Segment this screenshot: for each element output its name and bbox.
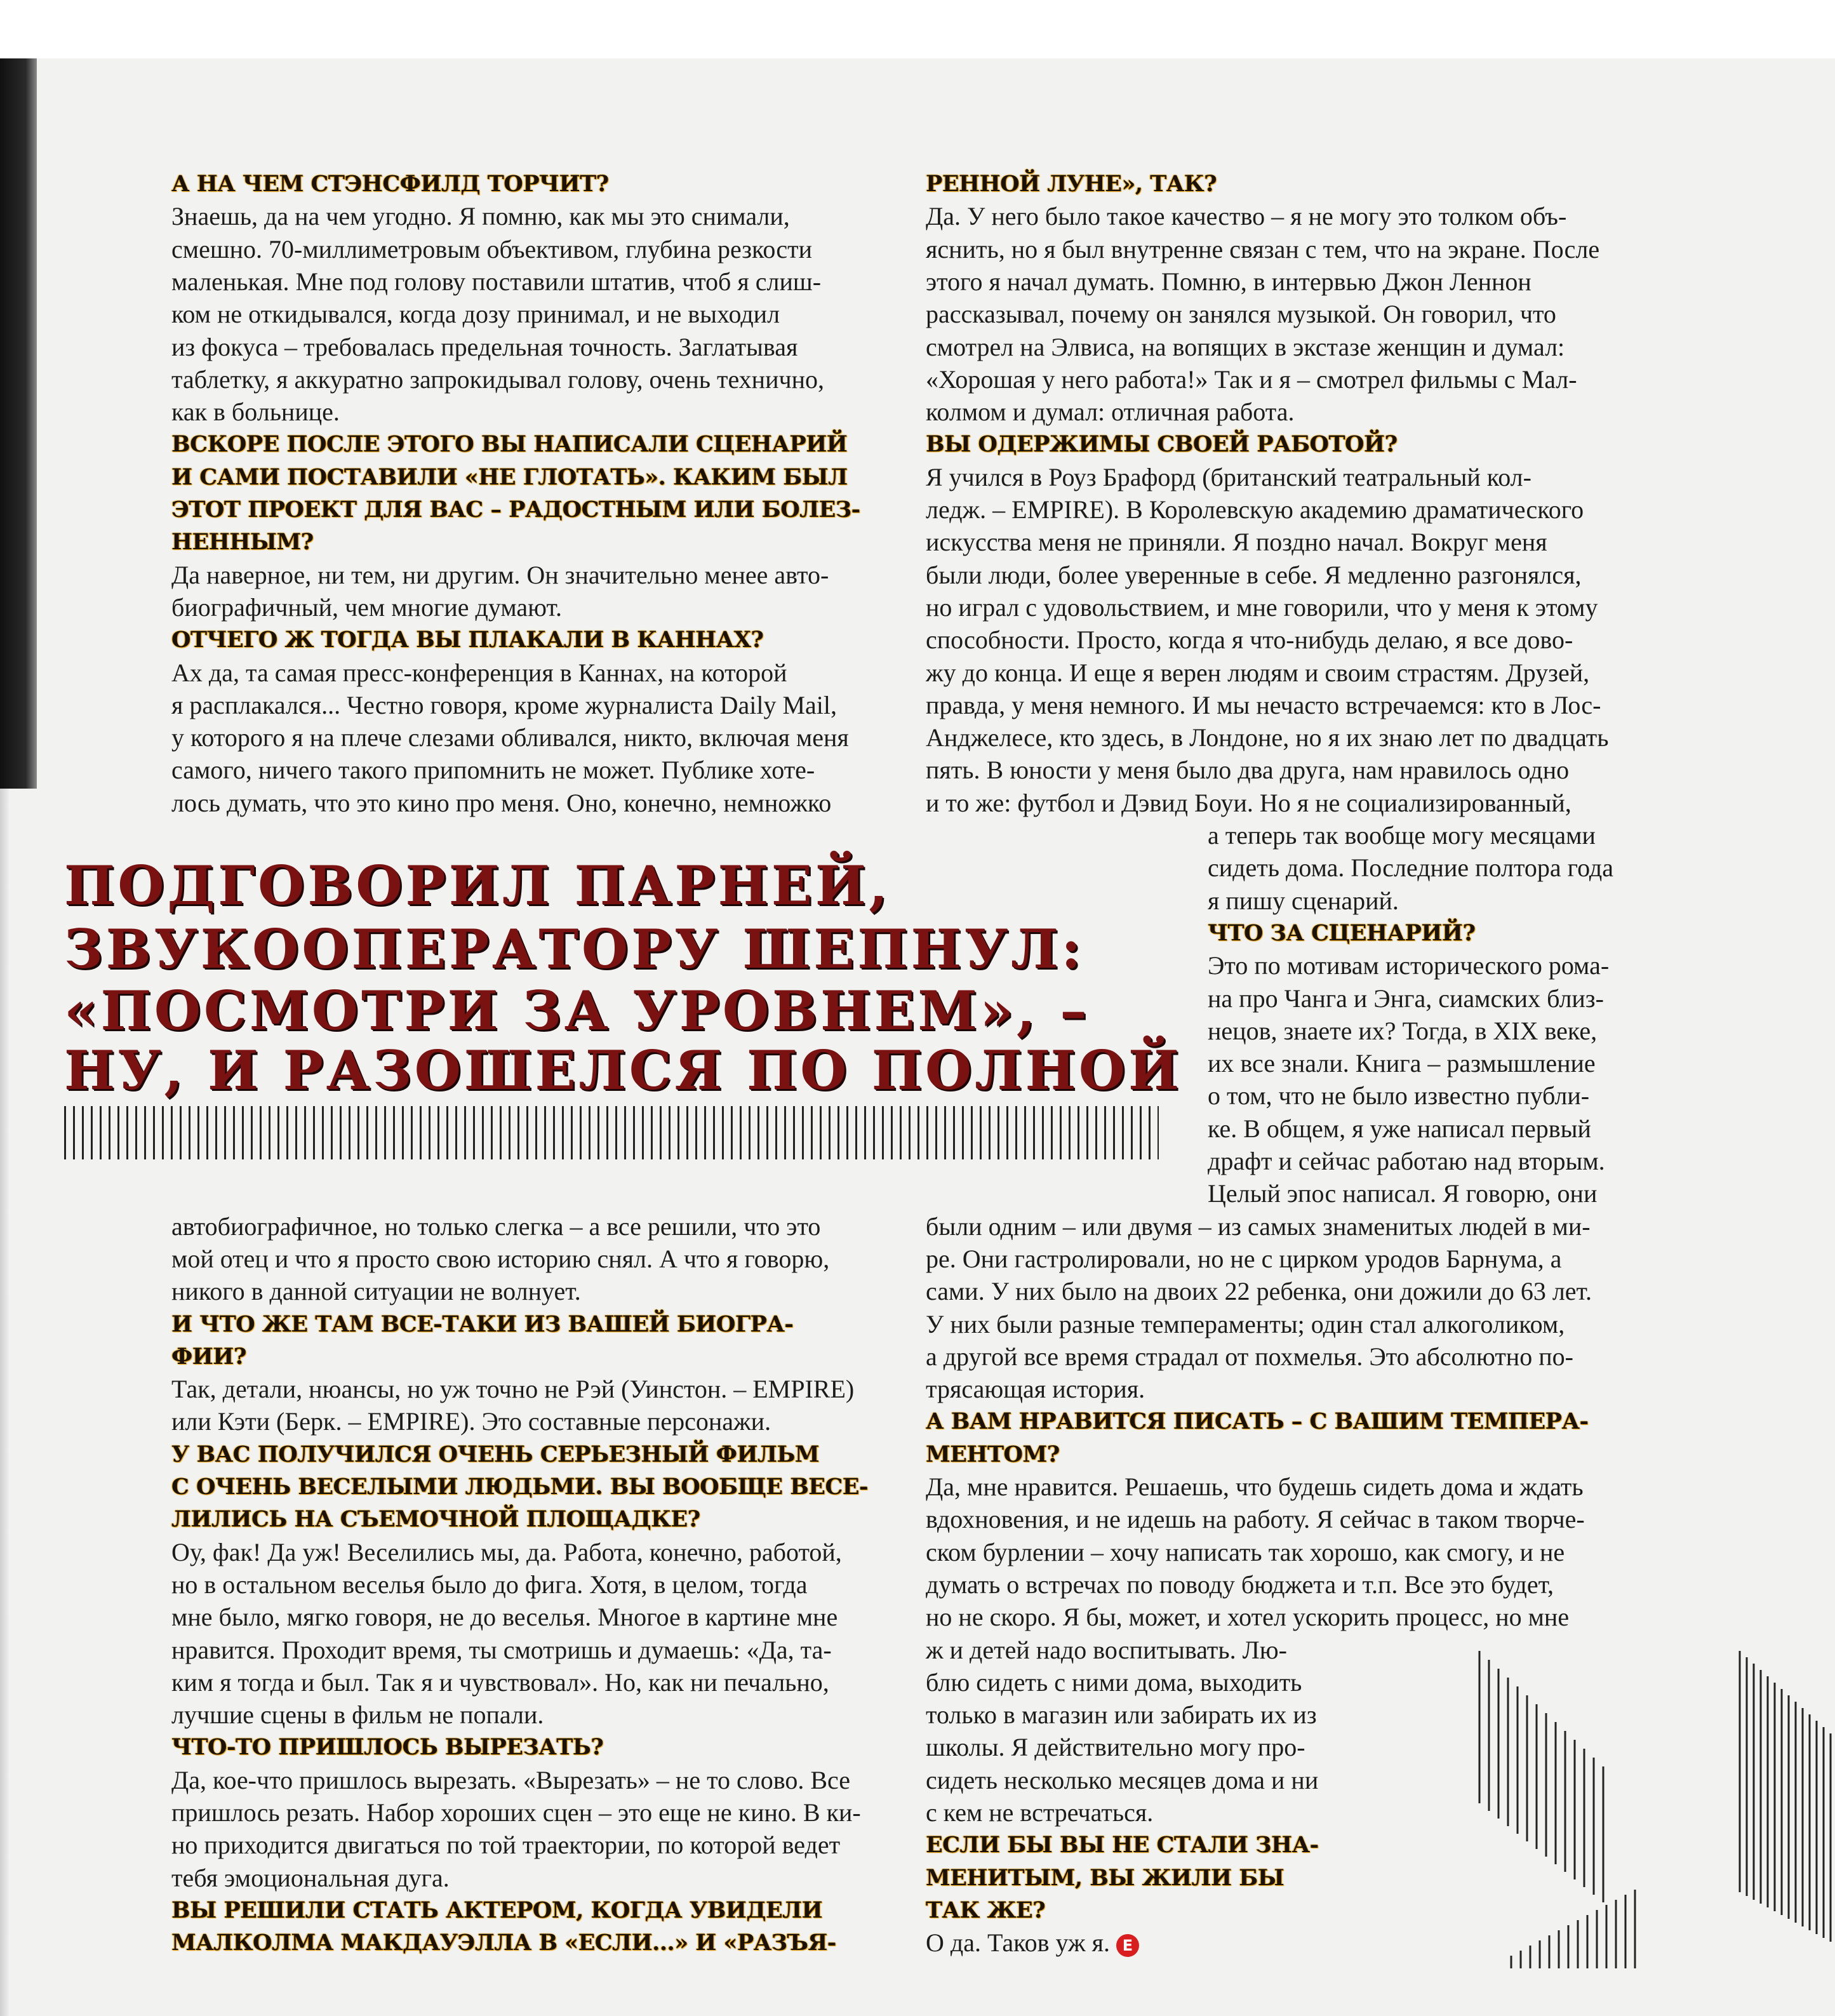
- answer-line: [171, 1666, 829, 1699]
- line-text: правда, у меня немного. И мы нечасто встречаемся: кто в Лос-: [926, 690, 1601, 719]
- answer-line: [171, 1601, 837, 1633]
- line-text: автобиографичное, но только слегка – а все решили, что это: [171, 1212, 821, 1241]
- line-text: Ах да, та самая пресс-конференция в Каннах, на которой: [171, 658, 787, 687]
- line-text: или Кэти (Берк. – EMPIRE). Это составные персонажи.: [171, 1407, 771, 1436]
- line-text: с кем не встречаться.: [926, 1798, 1154, 1827]
- line-text: мне было, мягко говоря, не до веселья. Многое в картине мне: [171, 1603, 838, 1632]
- pull-quote-line: НУ, И РАЗОШЕЛСЯ ПО ПОЛНОЙ: [64, 1039, 1182, 1102]
- line-text: их все знали. Книга – размышление: [1208, 1049, 1596, 1078]
- question-line: [171, 526, 314, 558]
- question-line: [926, 1438, 1060, 1471]
- answer-line: [926, 493, 1584, 526]
- line-text: жу до конца. И еще я верен людям и своим страстям. Друзей,: [926, 658, 1590, 687]
- answer-line: [171, 331, 797, 363]
- line-text: Да. У него было такое качество – я не могу это толком объ-: [926, 202, 1567, 231]
- line-text: МАЛКОЛМА МАКДАУЭЛЛА В «ЕСЛИ...» И «РАЗЪЯ-: [171, 1930, 836, 1956]
- pull-quote-line: ЗВУКООПЕРАТОРУ ШЕПНУЛ:: [64, 918, 1084, 980]
- answer-line: [171, 1634, 832, 1666]
- scan-margin-top: [0, 0, 1835, 58]
- decorative-chevron-stripes: [1473, 1651, 1835, 1968]
- line-text: вдохновения, и не идешь на работу. Я сейчас в таком творче-: [926, 1505, 1585, 1534]
- line-text: С ОЧЕНЬ ВЕСЕЛЫМИ ЛЮДЬМИ. ВЫ ВООБЩЕ ВЕСЕ-: [171, 1474, 869, 1500]
- answer-line: [171, 1764, 850, 1796]
- answer-line: [171, 1829, 840, 1861]
- page-edge-shadow: [0, 789, 9, 2016]
- line-text: но играл с удовольствием, и мне говорили, что у меня к этому: [926, 592, 1598, 622]
- line-text: были люди, более уверенные в себе. Я медленно разгонялся,: [926, 560, 1582, 589]
- answer-line: [926, 559, 1582, 591]
- pull-quote-line: «ПОСМОТРИ ЗА УРОВНЕМ», –: [64, 979, 1090, 1042]
- line-text: А ВАМ НРАВИТСЯ ПИСАТЬ – С ВАШИМ ТЕМПЕРА-: [926, 1408, 1589, 1435]
- line-text: ЧТО-ТО ПРИШЛОСЬ ВЫРЕЗАТЬ?: [171, 1734, 604, 1761]
- answer-line: [171, 1568, 808, 1601]
- answer-line: [926, 1308, 1565, 1340]
- line-text: ким я тогда и был. Так я и чувствовал». Но, как ни печально,: [171, 1667, 829, 1697]
- question-line: [926, 1894, 1045, 1926]
- line-text: смотрел на Элвиса, на вопящих в экстазе женщин и думал:: [926, 332, 1565, 361]
- answer-line: [1208, 949, 1609, 982]
- answer-line: [926, 591, 1598, 624]
- line-text: как в больнице.: [171, 397, 340, 427]
- scan-edge-left: [0, 58, 37, 789]
- line-text: Так, детали, нюансы, но уж точно не Рэй (Уинстон. – EMPIRE): [171, 1375, 855, 1404]
- line-text: ЛИЛИСЬ НА СЪЕМОЧНОЙ ПЛОЩАДКЕ?: [171, 1506, 700, 1533]
- line-text: но в остальном веселья было до фига. Хотя, в целом, тогда: [171, 1570, 808, 1599]
- line-text: способности. Просто, когда я что-нибудь делаю, я все дово-: [926, 625, 1573, 655]
- answer-line: [1208, 885, 1399, 917]
- line-text: ском бурлении – хочу написать так хорошо, как смогу, и не: [926, 1537, 1565, 1566]
- answer-line: [171, 1243, 829, 1275]
- answer-line: [926, 1666, 1302, 1699]
- line-text: Анджелесе, кто здесь, в Лондоне, но я их знаю лет по двадцать: [926, 723, 1609, 752]
- line-text: нравится. Проходит время, ты смотришь и думаешь: «Да, та-: [171, 1635, 832, 1664]
- line-text: но не скоро. Я бы, может, и хотел ускорить процесс, но мне: [926, 1603, 1570, 1632]
- line-text: и то же: футбол и Дэвид Боуи. Но я не социализированный,: [926, 788, 1571, 817]
- line-text: МЕНИТЫМ, ВЫ ЖИЛИ БЫ: [926, 1864, 1284, 1891]
- line-text: мой отец и что я просто свою историю снял. А что я говорю,: [171, 1244, 830, 1273]
- line-text: О да. Таков уж я.: [926, 1928, 1110, 1958]
- answer-line: [1208, 1047, 1596, 1079]
- line-text: ОТЧЕГО Ж ТОГДА ВЫ ПЛАКАЛИ В КАННАХ?: [171, 627, 764, 653]
- line-text: драфт и сейчас работаю над вторым.: [1208, 1147, 1605, 1175]
- line-text: на про Чанга и Энга, сиамских близ-: [1208, 984, 1604, 1013]
- line-text: ком не откидывался, когда дозу принимал, и не выходил: [171, 300, 780, 329]
- line-text: Оу, фак! Да уж! Веселились мы, да. Работа, конечно, работой,: [171, 1537, 842, 1566]
- question-line: [171, 1438, 819, 1471]
- question-line: [171, 1471, 868, 1503]
- pull-quote-line: ПОДГОВОРИЛ ПАРНЕЙ,: [64, 854, 891, 917]
- answer-line: [1208, 819, 1596, 851]
- line-text: Да, мне нравится. Решаешь, что будешь сидеть дома и ждать: [926, 1472, 1584, 1501]
- answer-line: [926, 1471, 1584, 1503]
- line-text: пришлось резать. Набор хороших сцен – это еще не кино. В ки-: [171, 1798, 861, 1827]
- line-text: яснить, но я был внутренне связан с тем, что на экране. После: [926, 234, 1600, 264]
- answer-line: [171, 1210, 820, 1243]
- answer-line: [171, 396, 340, 428]
- line-text: я пишу сценарий.: [1208, 886, 1399, 915]
- line-text: но приходится двигаться по той траектории, по которой ведет: [171, 1831, 841, 1860]
- line-text: Да наверное, ни тем, ни другим. Он значительно менее авто-: [171, 560, 829, 589]
- question-line: [926, 428, 1398, 460]
- answer-line: [926, 754, 1569, 786]
- question-line: [926, 168, 1217, 200]
- answer-line: [926, 1568, 1554, 1601]
- line-text: РЕННОЙ ЛУНЕ», ТАК?: [926, 171, 1217, 197]
- answer-line: [926, 1373, 1145, 1405]
- question-line: [171, 168, 609, 200]
- line-text: ТАК ЖЕ?: [926, 1897, 1046, 1923]
- line-text: искусства меня не приняли. Я поздно начал. Вокруг меня: [926, 528, 1547, 557]
- answer-line: [926, 526, 1547, 558]
- line-text: я расплакался... Честно говоря, кроме журналиста Daily Mail,: [171, 690, 837, 719]
- answer-line: [926, 1699, 1317, 1731]
- line-text: лось думать, что это кино про меня. Оно, конечно, немножко: [171, 788, 832, 817]
- answer-line: [926, 265, 1531, 298]
- answer-line: [926, 689, 1601, 721]
- answer-line: [171, 1796, 861, 1829]
- answer-line: [171, 657, 787, 689]
- answer-line: [926, 1340, 1573, 1373]
- question-line: [926, 1829, 1319, 1861]
- line-text: ке. В общем, я уже написал первый: [1208, 1114, 1591, 1143]
- answer-line: [926, 1764, 1318, 1796]
- line-text: только в магазин или забирать их из: [926, 1700, 1317, 1730]
- answer-line: [171, 1373, 854, 1405]
- line-text: ВСКОРЕ ПОСЛЕ ЭТОГО ВЫ НАПИСАЛИ СЦЕНАРИЙ: [171, 431, 848, 458]
- answer-line: [926, 1243, 1561, 1275]
- line-text: а другой все время страдал от похмелья. Это абсолютно по-: [926, 1342, 1573, 1371]
- line-text: ЭТОТ ПРОЕКТ ДЛЯ ВАС – РАДОСТНЫМ ИЛИ БОЛЕЗ-: [171, 497, 860, 523]
- answer-line: [926, 233, 1599, 265]
- question-line: [926, 1405, 1589, 1438]
- answer-line: [1208, 1112, 1591, 1145]
- line-text: школы. Я действительно могу про-: [926, 1733, 1305, 1762]
- line-text: блю сидеть с ними дома, выходить: [926, 1667, 1302, 1697]
- answer-line: [926, 1275, 1592, 1307]
- answer-line: [926, 1926, 1139, 1959]
- line-text: сами. У них было на двоих 22 ребенка, они дожили до 63 лет.: [926, 1277, 1592, 1306]
- line-text: Целый эпос написал. Я говорю, они: [1208, 1179, 1598, 1208]
- answer-line: [926, 1210, 1591, 1243]
- line-text: А НА ЧЕМ СТЭНСФИЛД ТОРЧИТ?: [171, 171, 609, 197]
- answer-line: [171, 1275, 581, 1307]
- line-text: колмом и думал: отличная работа.: [926, 397, 1295, 427]
- answer-line: [926, 461, 1531, 493]
- line-text: маленькая. Мне под голову поставили штатив, чтоб я слиш-: [171, 267, 822, 296]
- line-text: ЕСЛИ БЫ ВЫ НЕ СТАЛИ ЗНА-: [926, 1832, 1319, 1859]
- answer-line: [1208, 1015, 1597, 1047]
- answer-line: [171, 363, 824, 396]
- question-line: [1208, 917, 1476, 949]
- line-text: из фокуса – требовалась предельная точность. Заглатывая: [171, 332, 798, 361]
- line-text: ре. Они гастролировали, но не с цирком уродов Барнума, а: [926, 1244, 1562, 1273]
- line-text: ФИИ?: [171, 1343, 246, 1370]
- line-text: ледж. – EMPIRE). В Королевскую академию драматического: [926, 495, 1584, 524]
- line-text: тебя эмоциональная дуга.: [171, 1863, 450, 1892]
- answer-line: [171, 591, 562, 624]
- line-text: Я учился в Роуз Брафорд (британский театральный кол-: [926, 462, 1531, 491]
- answer-line: [171, 1405, 771, 1438]
- answer-line: [926, 787, 1571, 819]
- answer-line: [926, 363, 1577, 396]
- answer-line: [926, 298, 1556, 330]
- line-text: у которого я на плече слезами обливался, никто, включая меня: [171, 723, 849, 752]
- line-text: Знаешь, да на чем угодно. Я помню, как мы это снимали,: [171, 202, 790, 231]
- answer-line: [926, 1796, 1153, 1829]
- answer-line: [926, 657, 1589, 689]
- line-text: И САМИ ПОСТАВИЛИ «НЕ ГЛОТАТЬ». КАКИМ БЫЛ: [171, 464, 848, 490]
- line-text: были одним – или двумя – из самых знаменитых людей в ми-: [926, 1212, 1591, 1241]
- line-text: «Хорошая у него работа!» Так и я – смотрел фильмы с Мал-: [926, 364, 1577, 394]
- line-text: рассказывал, почему он занялся музыкой. Он говорил, что: [926, 300, 1556, 329]
- answer-line: [171, 1536, 842, 1568]
- answer-line: [1208, 982, 1604, 1015]
- line-text: НЕННЫМ?: [171, 529, 314, 556]
- line-text: думать о встречах по поводу бюджета и т.п. Все это будет,: [926, 1570, 1554, 1599]
- answer-line: [171, 559, 829, 591]
- answer-line: [171, 1862, 450, 1894]
- question-line: [171, 1503, 700, 1535]
- line-text: ЧТО ЗА СЦЕНАРИЙ?: [1208, 919, 1476, 946]
- line-text: биографичный, чем многие думают.: [171, 592, 562, 622]
- answer-line: [926, 1536, 1565, 1568]
- answer-line: [926, 721, 1609, 754]
- answer-line: [926, 396, 1294, 428]
- answer-line: [1208, 1079, 1589, 1112]
- line-text: смешно. 70-миллиметровым объективом, глубина резкости: [171, 234, 813, 264]
- answer-line: [171, 298, 780, 330]
- line-text: нецов, знаете их? Тогда, в XIX веке,: [1208, 1016, 1598, 1045]
- question-line: [171, 1894, 822, 1926]
- line-text: о том, что не было известно публи-: [1208, 1081, 1590, 1111]
- answer-line: [171, 754, 815, 786]
- answer-line: [926, 331, 1565, 363]
- line-text: самого, ничего такого припомнить не может. Публике хоте-: [171, 756, 815, 785]
- line-text: пять. В юности у меня было два друга, нам нравилось одно: [926, 756, 1570, 785]
- line-text: сидеть несколько месяцев дома и ни: [926, 1765, 1319, 1794]
- answer-line: [171, 787, 831, 819]
- answer-line: [171, 689, 837, 721]
- question-line: [926, 1862, 1284, 1894]
- line-text: МЕНТОМ?: [926, 1441, 1060, 1467]
- line-text: ВЫ ОДЕРЖИМЫ СВОЕЙ РАБОТОЙ?: [926, 431, 1398, 458]
- decorative-stripe-bar: [64, 1106, 1159, 1159]
- line-text: трясающая история.: [926, 1375, 1145, 1404]
- line-text: никого в данной ситуации не волнует.: [171, 1277, 581, 1306]
- answer-line: [171, 200, 790, 232]
- line-text: ж и детей надо воспитывать. Лю-: [926, 1635, 1287, 1664]
- answer-line: [171, 265, 821, 298]
- empire-logo-icon: E: [1116, 1934, 1139, 1957]
- line-text: этого я начал думать. Помню, в интервью Джон Леннон: [926, 267, 1531, 296]
- answer-line: [926, 1601, 1569, 1633]
- answer-line: [926, 1503, 1585, 1535]
- line-text: сидеть дома. Последние полтора года: [1208, 853, 1614, 883]
- question-line: [171, 493, 860, 526]
- line-text: ВЫ РЕШИЛИ СТАТЬ АКТЕРОМ, КОГДА УВИДЕЛИ: [171, 1897, 823, 1923]
- line-text: У ВАС ПОЛУЧИЛСЯ ОЧЕНЬ СЕРЬЕЗНЫЙ ФИЛЬМ: [171, 1441, 820, 1467]
- question-line: [171, 1731, 603, 1763]
- answer-line: [171, 1699, 544, 1731]
- line-text: И ЧТО ЖЕ ТАМ ВСЕ-ТАКИ ИЗ ВАШЕЙ БИОГРА-: [171, 1311, 794, 1337]
- answer-line: [171, 721, 849, 754]
- answer-line: [1208, 851, 1613, 884]
- answer-line: [926, 624, 1573, 656]
- answer-line: [171, 233, 812, 265]
- line-text: а теперь так вообще могу месяцами: [1208, 821, 1596, 850]
- answer-line: [926, 1634, 1287, 1666]
- question-line: [171, 461, 848, 493]
- line-text: Да, кое-что пришлось вырезать. «Вырезать» – не то слово. Все: [171, 1765, 851, 1794]
- line-text: У них были разные темпераменты; один стал алкоголиком,: [926, 1309, 1565, 1338]
- question-line: [171, 624, 763, 656]
- line-text: лучшие сцены в фильм не попали.: [171, 1700, 544, 1730]
- question-line: [171, 1308, 793, 1340]
- line-text: Это по мотивам исторического рома-: [1208, 951, 1610, 980]
- answer-line: [926, 200, 1566, 232]
- question-line: [171, 1926, 836, 1959]
- question-line: [171, 1340, 246, 1373]
- question-line: [171, 428, 847, 460]
- line-text: таблетку, я аккуратно запрокидывал голову, очень технично,: [171, 364, 825, 394]
- answer-line: [1208, 1145, 1605, 1177]
- answer-line: [1208, 1177, 1597, 1210]
- answer-line: [926, 1731, 1305, 1763]
